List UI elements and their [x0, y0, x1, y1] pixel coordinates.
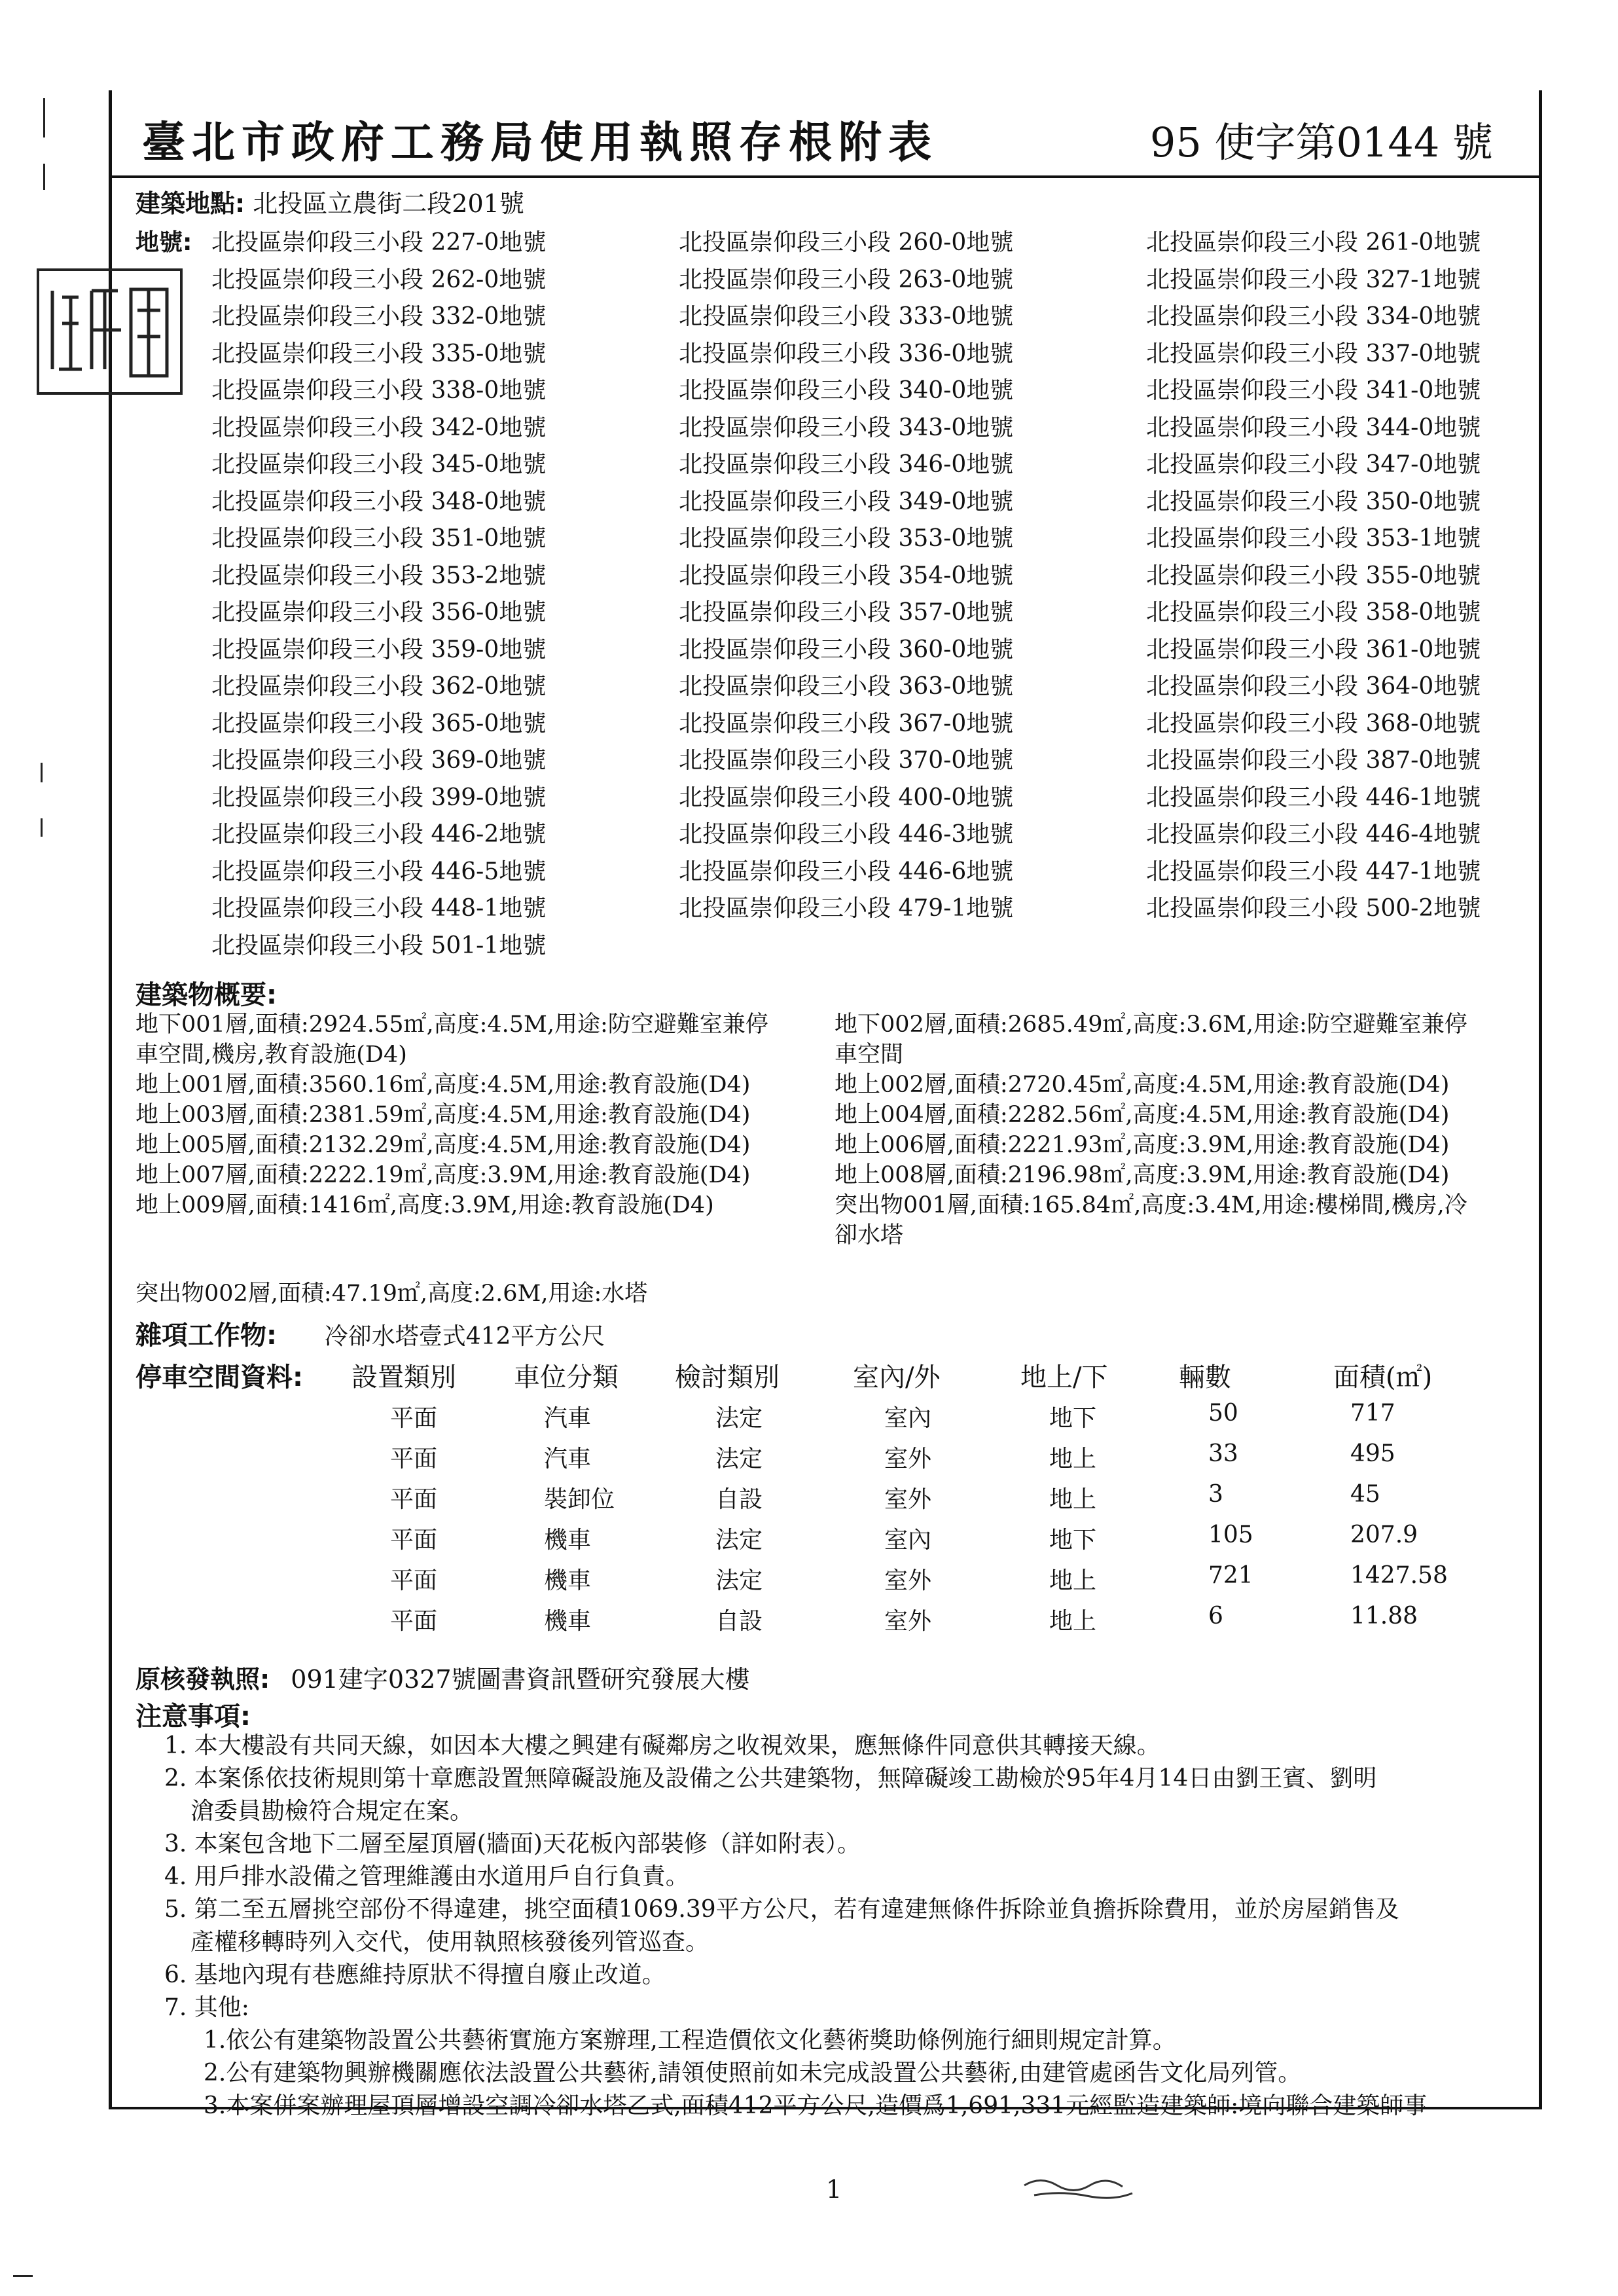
parking-header: 車位分類 [514, 1362, 619, 1393]
overview-line: 地上008層,面積:2196.98㎡,高度:3.9M,用途:教育設施(D4) [835, 1162, 1450, 1188]
parking-cell: 地上 [1049, 1486, 1097, 1513]
original-permit-value: 091建字0327號圖書資訊暨研究發展大樓 [291, 1665, 750, 1694]
lot-item: 北投區崇仰段三小段 446-5地號 [211, 858, 547, 885]
parking-header: 室內/外 [853, 1362, 941, 1393]
overview-line: 地上001層,面積:3560.16㎡,高度:4.5M,用途:教育設施(D4) [135, 1072, 751, 1098]
parking-cell: 法定 [715, 1527, 763, 1554]
lot-item: 北投區崇仰段三小段 351-0地號 [211, 525, 547, 552]
note-item: 產權移轉時列入交代，使用執照核發後列管巡查。 [190, 1929, 710, 1956]
parking-cell: 717 [1350, 1400, 1395, 1427]
parking-cell: 平面 [390, 1486, 438, 1513]
lot-item: 北投區崇仰段三小段 345-0地號 [211, 451, 547, 478]
parking-cell: 自設 [715, 1486, 763, 1513]
parking-label: 停車空間資料: [135, 1362, 303, 1393]
parking-header: 設置類別 [351, 1362, 456, 1393]
document-header [112, 90, 1539, 178]
notes-label: 注意事項: [135, 1702, 251, 1732]
lot-item: 北投區崇仰段三小段 359-0地號 [211, 636, 547, 663]
note-subitem: 1.依公有建築物設置公共藝術實施方案辦理,工程造價依文化藝術獎助條例施行細則規定計算。 [204, 2027, 1176, 2054]
parking-cell: 721 [1208, 1562, 1253, 1589]
parking-cell: 法定 [715, 1446, 763, 1472]
lot-item: 北投區崇仰段三小段 335-0地號 [211, 340, 547, 367]
parking-cell: 50 [1208, 1400, 1238, 1427]
lot-item: 北投區崇仰段三小段 448-1地號 [211, 895, 547, 922]
lot-item: 北投區崇仰段三小段 227-0地號 [211, 229, 547, 256]
parking-cell: 汽車 [544, 1405, 592, 1432]
overview-line: 地上002層,面積:2720.45㎡,高度:4.5M,用途:教育設施(D4) [835, 1072, 1450, 1098]
lot-item: 北投區崇仰段三小段 343-0地號 [679, 414, 1014, 441]
seal-stamp-icon [37, 268, 183, 395]
note-item: 5. 第二至五層挑空部份不得違建，挑空面積1069.39平方公尺，若有違建無條件拆除並負擔拆除費用，並於房屋銷售及 [164, 1896, 1399, 1923]
parking-cell: 室外 [884, 1446, 932, 1472]
parking-cell: 機車 [544, 1608, 592, 1635]
lot-number-list [135, 220, 1523, 960]
parking-cell: 地下 [1049, 1527, 1097, 1554]
lot-item: 北投區崇仰段三小段 369-0地號 [211, 747, 547, 774]
lot-item: 北投區崇仰段三小段 260-0地號 [679, 229, 1014, 256]
overview-line: 地下002層,面積:2685.49㎡,高度:3.6M,用途:防空避難室兼停 [835, 1011, 1467, 1038]
parking-cell: 汽車 [544, 1446, 592, 1472]
original-permit [135, 1659, 750, 1695]
lot-item: 北投區崇仰段三小段 367-0地號 [679, 710, 1014, 737]
overview-line: 地上009層,面積:1416㎡,高度:3.9M,用途:教育設施(D4) [135, 1192, 714, 1218]
lot-item: 北投區崇仰段三小段 353-1地號 [1146, 525, 1481, 552]
lot-item: 北投區崇仰段三小段 446-2地號 [211, 821, 547, 848]
overview-label: 建築物概要: [135, 980, 277, 1010]
parking-cell: 11.88 [1350, 1603, 1418, 1630]
original-permit-label: 原核發執照: [135, 1665, 270, 1694]
lot-item: 北投區崇仰段三小段 346-0地號 [679, 451, 1014, 478]
parking-cell: 207.9 [1350, 1522, 1418, 1548]
lot-item: 北投區崇仰段三小段 349-0地號 [679, 488, 1014, 515]
overview-line: 卻水塔 [835, 1222, 904, 1248]
parking-cell: 地上 [1049, 1446, 1097, 1472]
lot-item: 北投區崇仰段三小段 327-1地號 [1146, 266, 1481, 293]
notes-list [164, 1730, 1427, 2123]
parking-cell: 平面 [390, 1567, 438, 1594]
lot-item: 北投區崇仰段三小段 353-0地號 [679, 525, 1014, 552]
misc-value: 冷卻水塔壹式412平方公尺 [324, 1323, 605, 1350]
parking-cell: 平面 [390, 1446, 438, 1472]
parking-header: 檢討類別 [675, 1362, 780, 1393]
lot-item: 北投區崇仰段三小段 479-1地號 [679, 895, 1014, 922]
permit-number: 95 使字第0144 號 [1149, 118, 1493, 166]
lot-item: 北投區崇仰段三小段 332-0地號 [211, 303, 547, 330]
lot-item: 北投區崇仰段三小段 446-3地號 [679, 821, 1014, 848]
address-value: 北投區立農街二段201號 [253, 189, 524, 218]
misc-label: 雜項工作物: [135, 1321, 277, 1351]
lot-item: 北投區崇仰段三小段 446-4地號 [1146, 821, 1481, 848]
lot-item: 北投區崇仰段三小段 362-0地號 [211, 673, 547, 700]
parking-cell: 1427.58 [1350, 1562, 1448, 1589]
lot-item: 北投區崇仰段三小段 500-2地號 [1146, 895, 1481, 922]
parking-cell: 機車 [544, 1527, 592, 1554]
overview-line: 地下001層,面積:2924.55㎡,高度:4.5M,用途:防空避難室兼停 [135, 1011, 768, 1038]
document-title: 臺北市政府工務局使用執照存根附表 [142, 117, 938, 168]
overview-line: 地上005層,面積:2132.29㎡,高度:4.5M,用途:教育設施(D4) [135, 1132, 751, 1158]
parking-cell: 105 [1208, 1522, 1253, 1548]
lot-item: 北投區崇仰段三小段 360-0地號 [679, 636, 1014, 663]
parking-cell: 地下 [1049, 1405, 1097, 1432]
lot-item: 北投區崇仰段三小段 358-0地號 [1146, 599, 1481, 626]
lot-item: 北投區崇仰段三小段 399-0地號 [211, 784, 547, 811]
parking-cell: 33 [1208, 1440, 1238, 1467]
parking-cell: 平面 [390, 1527, 438, 1554]
parking-cell: 地上 [1049, 1608, 1097, 1635]
overview-line: 地上006層,面積:2221.93㎡,高度:3.9M,用途:教育設施(D4) [835, 1132, 1450, 1158]
lot-item: 北投區崇仰段三小段 447-1地號 [1146, 858, 1481, 885]
note-item: 6. 基地內現有巷應維持原狀不得擅自廢止改道。 [164, 1961, 666, 1988]
lot-item: 北投區崇仰段三小段 400-0地號 [679, 784, 1014, 811]
parking-cell: 自設 [715, 1608, 763, 1635]
lot-item: 北投區崇仰段三小段 340-0地號 [679, 377, 1014, 404]
lot-item: 北投區崇仰段三小段 333-0地號 [679, 303, 1014, 330]
lot-item: 北投區崇仰段三小段 370-0地號 [679, 747, 1014, 774]
parking-cell: 室外 [884, 1486, 932, 1513]
lot-item: 北投區崇仰段三小段 342-0地號 [211, 414, 547, 441]
parking-header: 輛數 [1179, 1362, 1231, 1393]
overview-extra-line: 突出物002層,面積:47.19㎡,高度:2.6M,用途:水塔 [135, 1281, 648, 1307]
parking-cell: 45 [1350, 1481, 1380, 1508]
parking-cell: 室內 [884, 1527, 932, 1554]
parking-cell: 法定 [715, 1567, 763, 1594]
lot-item: 北投區崇仰段三小段 387-0地號 [1146, 747, 1481, 774]
overview-line: 突出物001層,面積:165.84㎡,高度:3.4M,用途:樓梯間,機房,冷 [835, 1192, 1467, 1218]
building-address [135, 183, 524, 219]
lot-item: 北投區崇仰段三小段 347-0地號 [1146, 451, 1481, 478]
lot-item: 北投區崇仰段三小段 262-0地號 [211, 266, 547, 293]
lot-item: 北投區崇仰段三小段 368-0地號 [1146, 710, 1481, 737]
page-number: 1 [826, 2175, 842, 2204]
note-item: 1. 本大樓設有共同天線，如因本大樓之興建有礙鄰房之收視效果，應無條件同意供其轉接天線。 [164, 1732, 1160, 1759]
scribble-mark-icon [1021, 2172, 1139, 2205]
overview-line: 地上004層,面積:2282.56㎡,高度:4.5M,用途:教育設施(D4) [835, 1102, 1450, 1128]
lot-label: 地號: [135, 229, 192, 256]
lot-item: 北投區崇仰段三小段 356-0地號 [211, 599, 547, 626]
lot-item: 北投區崇仰段三小段 353-2地號 [211, 562, 547, 589]
address-label: 建築地點: [135, 189, 245, 218]
overview-line: 車空間,機房,教育設施(D4) [135, 1042, 407, 1068]
parking-header: 面積(㎡) [1333, 1362, 1433, 1393]
lot-item: 北投區崇仰段三小段 446-1地號 [1146, 784, 1481, 811]
lot-item: 北投區崇仰段三小段 363-0地號 [679, 673, 1014, 700]
parking-cell: 機車 [544, 1567, 592, 1594]
overview-left-column [135, 1010, 829, 1220]
overview-line: 車空間 [835, 1042, 904, 1068]
lot-item: 北投區崇仰段三小段 501-1地號 [211, 932, 547, 959]
lot-item: 北投區崇仰段三小段 261-0地號 [1146, 229, 1481, 256]
parking-cell: 室外 [884, 1608, 932, 1635]
binding-mark [41, 763, 43, 782]
note-item: 3. 本案包含地下二層至屋頂層(牆面)天花板內部裝修（詳如附表）。 [164, 1831, 861, 1857]
note-subitem: 2.公有建築物興辦機關應依法設置公共藝術,請領使照前如未完成設置公共藝術,由建管處函告文化局列管。 [204, 2060, 1302, 2086]
parking-header: 地上/下 [1020, 1362, 1108, 1393]
note-item: 4. 用戶排水設備之管理維護由水道用戶自行負責。 [164, 1863, 689, 1890]
lot-item: 北投區崇仰段三小段 263-0地號 [679, 266, 1014, 293]
parking-cell: 6 [1208, 1603, 1223, 1630]
parking-cell: 裝卸位 [544, 1486, 615, 1513]
overview-line: 地上007層,面積:2222.19㎡,高度:3.9M,用途:教育設施(D4) [135, 1162, 751, 1188]
lot-item: 北投區崇仰段三小段 357-0地號 [679, 599, 1014, 626]
document-frame [109, 90, 1542, 2119]
overview-right-column [835, 1010, 1528, 1250]
lot-item: 北投區崇仰段三小段 350-0地號 [1146, 488, 1481, 515]
parking-cell: 平面 [390, 1608, 438, 1635]
lot-item: 北投區崇仰段三小段 348-0地號 [211, 488, 547, 515]
lot-item: 北投區崇仰段三小段 446-6地號 [679, 858, 1014, 885]
lot-item: 北投區崇仰段三小段 355-0地號 [1146, 562, 1481, 589]
binding-mark [43, 98, 45, 137]
binding-mark [13, 2275, 33, 2277]
binding-mark [43, 164, 45, 190]
lot-item: 北投區崇仰段三小段 354-0地號 [679, 562, 1014, 589]
misc-works [135, 1315, 605, 1352]
lot-item: 北投區崇仰段三小段 336-0地號 [679, 340, 1014, 367]
parking-cell: 3 [1208, 1481, 1223, 1508]
note-item: 7. 其他: [164, 1994, 249, 2021]
parking-cell: 室內 [884, 1405, 932, 1432]
overview-line: 地上003層,面積:2381.59㎡,高度:4.5M,用途:教育設施(D4) [135, 1102, 751, 1128]
parking-cell: 495 [1350, 1440, 1395, 1467]
lot-item: 北投區崇仰段三小段 344-0地號 [1146, 414, 1481, 441]
lot-item: 北投區崇仰段三小段 337-0地號 [1146, 340, 1481, 367]
lot-item: 北投區崇仰段三小段 334-0地號 [1146, 303, 1481, 330]
note-subitem: 3.本案併案辦理屋頂層增設空調冷卻水塔乙式,面積412平方公尺,造價爲1,691,331元經監造建築師:境向聯合建築師事 [204, 2092, 1428, 2119]
binding-mark [41, 818, 43, 837]
lot-item: 北投區崇仰段三小段 361-0地號 [1146, 636, 1481, 663]
lot-item: 北投區崇仰段三小段 364-0地號 [1146, 673, 1481, 700]
lot-item: 北投區崇仰段三小段 365-0地號 [211, 710, 547, 737]
parking-cell: 平面 [390, 1405, 438, 1432]
note-item: 滄委員勘檢符合規定在案。 [190, 1798, 474, 1825]
parking-cell: 室外 [884, 1567, 932, 1594]
parking-cell: 法定 [715, 1405, 763, 1432]
lot-item: 北投區崇仰段三小段 341-0地號 [1146, 377, 1481, 404]
lot-item: 北投區崇仰段三小段 338-0地號 [211, 377, 547, 404]
parking-cell: 地上 [1049, 1567, 1097, 1594]
note-item: 2. 本案係依技術規則第十章應設置無障礙設施及設備之公共建築物，無障礙竣工勘檢於95年4月14日由劉王賓、劉明 [164, 1765, 1377, 1792]
